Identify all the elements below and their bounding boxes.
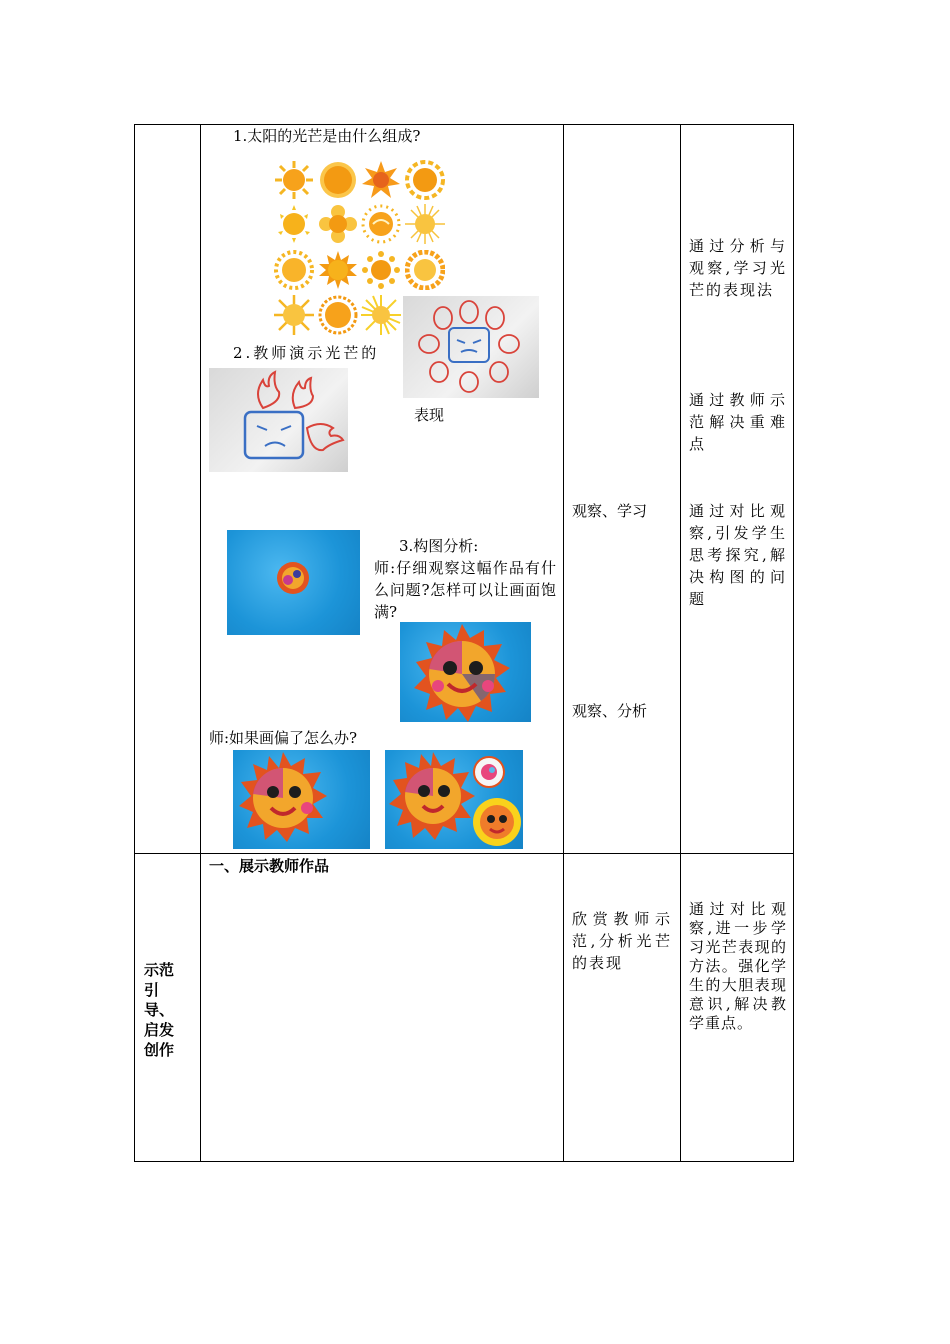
- sun-icon: [318, 295, 358, 335]
- section-title: 一、展示教师作品: [209, 857, 330, 875]
- student-work-fixed-sun: [385, 750, 523, 849]
- column-divider: [680, 125, 681, 1161]
- sun-icon: [274, 160, 314, 200]
- design-intent-row2: 通过对比观察,进一步学习光芒表现的方法。强化学生的大胆表现意识,解决教学重点。: [689, 900, 787, 1032]
- sun-icon: [405, 204, 445, 244]
- student-activity-observe-analyze: 观察、分析: [572, 702, 648, 720]
- sun-icon: [361, 204, 401, 244]
- sun-icon: [274, 204, 314, 244]
- step-1-question: 1.太阳的光芒是由什么组成?: [233, 127, 421, 145]
- step-3-title: 3.构图分析:: [399, 537, 479, 555]
- teacher-drawing-flower-rays: [403, 296, 539, 398]
- sun-icon: [361, 295, 401, 335]
- student-activity-observe-learn: 观察、学习: [572, 502, 648, 520]
- sun-icon: [318, 204, 358, 244]
- column-divider: [200, 125, 201, 1161]
- sun-icon: [405, 250, 445, 290]
- student-work-big-sun: [400, 622, 531, 722]
- offset-question: 师:如果画偏了怎么办?: [209, 729, 358, 747]
- sun-icon: [274, 295, 314, 335]
- design-intent-3: 通过对比观察,引发学生思考探究,解决构图的问题: [689, 502, 787, 608]
- design-intent-2: 通过教师示范解决重难点: [689, 391, 787, 453]
- student-activity-appreciate: 欣赏教师示范,分析光芒的表现: [572, 910, 672, 972]
- design-intent-1: 通过分析与观察,学习光芒的表现法: [689, 237, 787, 299]
- column-divider: [563, 125, 564, 1161]
- student-work-small-sun: [227, 530, 360, 635]
- step-2-text: 2.教师演示光芒的: [233, 344, 380, 362]
- step-3-body: 师:仔细观察这幅作品有什么问题?怎样可以让画面饱满?: [374, 559, 556, 621]
- step-2-tail: 表现: [414, 406, 445, 424]
- sun-icon: [361, 250, 401, 290]
- student-work-offset-sun: [233, 750, 370, 849]
- row-divider: [135, 853, 793, 854]
- sun-icon: [361, 160, 401, 200]
- teacher-drawing-flame-rays: [209, 368, 348, 472]
- sun-icon: [318, 250, 358, 290]
- stage-label: 示范引导、启发创作: [144, 961, 175, 1059]
- sun-icon: [405, 160, 445, 200]
- sun-icon: [318, 160, 358, 200]
- sun-icon: [274, 250, 314, 290]
